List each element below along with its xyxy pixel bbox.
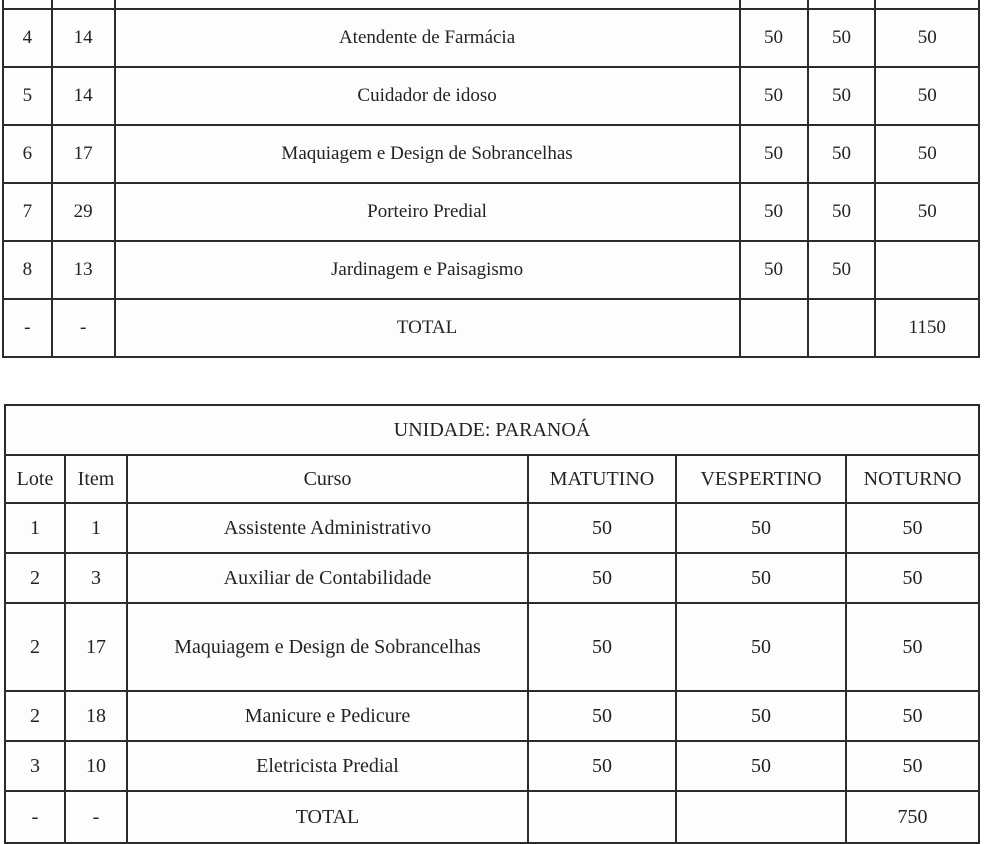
cell-lote: 7 — [3, 183, 52, 241]
cell-curso: Manicure e Pedicure — [127, 691, 528, 741]
cell-vespertino: 50 — [808, 183, 876, 241]
cell-item: 29 — [52, 183, 115, 241]
cell-item: 14 — [52, 67, 115, 125]
course-vacancy-table-paranoa — [4, 404, 978, 844]
column-header-item: Item — [65, 455, 127, 503]
cell-noturno: 50 — [846, 741, 979, 791]
cell-curso: Porteiro Predial — [115, 183, 740, 241]
table-row — [5, 691, 979, 741]
cell-lote: 1 — [5, 503, 65, 553]
cell-vespertino: 50 — [676, 691, 846, 741]
cell-lote — [3, 0, 52, 9]
cell-vespertino: 50 — [676, 603, 846, 691]
cell-lote: 2 — [5, 603, 65, 691]
table-row — [3, 0, 979, 9]
unit-title: UNIDADE: PARANOÁ — [5, 405, 979, 455]
cell-lote: 2 — [5, 553, 65, 603]
table-row — [5, 741, 979, 791]
cell-lote: 2 — [5, 691, 65, 741]
cell-matutino: 50 — [740, 9, 808, 67]
cell-noturno-total: 1150 — [875, 299, 979, 357]
cell-lote: 6 — [3, 125, 52, 183]
column-header-row — [5, 455, 979, 503]
cell-vespertino — [676, 791, 846, 843]
cell-matutino — [740, 299, 808, 357]
cell-vespertino: 50 — [676, 553, 846, 603]
cell-lote: 8 — [3, 241, 52, 299]
table-row — [3, 9, 979, 67]
cell-item: - — [52, 299, 115, 357]
column-header-matutino: MATUTINO — [528, 455, 676, 503]
cell-matutino — [740, 0, 808, 9]
cell-curso: Cuidador de idoso — [115, 67, 740, 125]
cell-curso: Maquiagem e Design de Sobrancelhas — [115, 125, 740, 183]
table-row-total — [3, 299, 979, 357]
cell-curso-total: TOTAL — [115, 299, 740, 357]
cell-noturno: 50 — [875, 9, 979, 67]
table-row — [3, 241, 979, 299]
cell-matutino: 50 — [740, 67, 808, 125]
column-header-curso: Curso — [127, 455, 528, 503]
table-row-total — [5, 791, 979, 843]
cell-noturno: 50 — [846, 553, 979, 603]
cell-matutino: 50 — [528, 691, 676, 741]
cell-vespertino — [808, 299, 876, 357]
cell-curso: Jardinagem e Paisagismo — [115, 241, 740, 299]
table-row — [3, 125, 979, 183]
column-header-vespertino: VESPERTINO — [676, 455, 846, 503]
cell-vespertino: 50 — [676, 503, 846, 553]
cell-vespertino: 50 — [808, 9, 876, 67]
cell-item: - — [65, 791, 127, 843]
cell-vespertino: 50 — [808, 125, 876, 183]
unit-title-row — [5, 405, 979, 455]
table-row — [3, 183, 979, 241]
cell-matutino: 50 — [528, 741, 676, 791]
cell-curso: Assistente Administrativo — [127, 503, 528, 553]
cell-item — [52, 0, 115, 9]
cell-lote: 4 — [3, 9, 52, 67]
course-vacancy-table-top — [2, 0, 980, 358]
cell-curso-total: TOTAL — [127, 791, 528, 843]
cell-item: 13 — [52, 241, 115, 299]
table-row — [5, 553, 979, 603]
cell-noturno: 50 — [875, 183, 979, 241]
cell-item: 3 — [65, 553, 127, 603]
cell-lote: 3 — [5, 741, 65, 791]
cell-matutino — [528, 791, 676, 843]
cell-vespertino: 50 — [808, 241, 876, 299]
cell-curso — [115, 0, 740, 9]
cell-noturno: 50 — [846, 603, 979, 691]
cell-noturno: 50 — [875, 67, 979, 125]
cell-noturno-total: 750 — [846, 791, 979, 843]
table-row — [5, 503, 979, 553]
cell-lote: 5 — [3, 67, 52, 125]
cell-lote: - — [3, 299, 52, 357]
table-row — [5, 603, 979, 691]
cell-vespertino — [808, 0, 876, 9]
cell-noturno: 50 — [846, 691, 979, 741]
cell-item: 18 — [65, 691, 127, 741]
cell-noturno — [875, 0, 979, 9]
cell-matutino: 50 — [740, 183, 808, 241]
cell-matutino: 50 — [528, 503, 676, 553]
cell-curso: Atendente de Farmácia — [115, 9, 740, 67]
column-header-noturno: NOTURNO — [846, 455, 979, 503]
cell-item: 17 — [52, 125, 115, 183]
cell-vespertino: 50 — [808, 67, 876, 125]
cell-item: 17 — [65, 603, 127, 691]
cell-vespertino: 50 — [676, 741, 846, 791]
cell-curso: Eletricista Predial — [127, 741, 528, 791]
cell-curso: Maquiagem e Design de Sobrancelhas — [127, 603, 528, 691]
cell-matutino: 50 — [528, 603, 676, 691]
cell-curso: Auxiliar de Contabilidade — [127, 553, 528, 603]
cell-item: 14 — [52, 9, 115, 67]
cell-lote: - — [5, 791, 65, 843]
cell-noturno: 50 — [846, 503, 979, 553]
table-row — [3, 67, 979, 125]
cell-noturno — [875, 241, 979, 299]
cell-item: 1 — [65, 503, 127, 553]
cell-matutino: 50 — [528, 553, 676, 603]
column-header-lote: Lote — [5, 455, 65, 503]
cell-noturno: 50 — [875, 125, 979, 183]
cell-matutino: 50 — [740, 241, 808, 299]
cell-item: 10 — [65, 741, 127, 791]
cell-matutino: 50 — [740, 125, 808, 183]
